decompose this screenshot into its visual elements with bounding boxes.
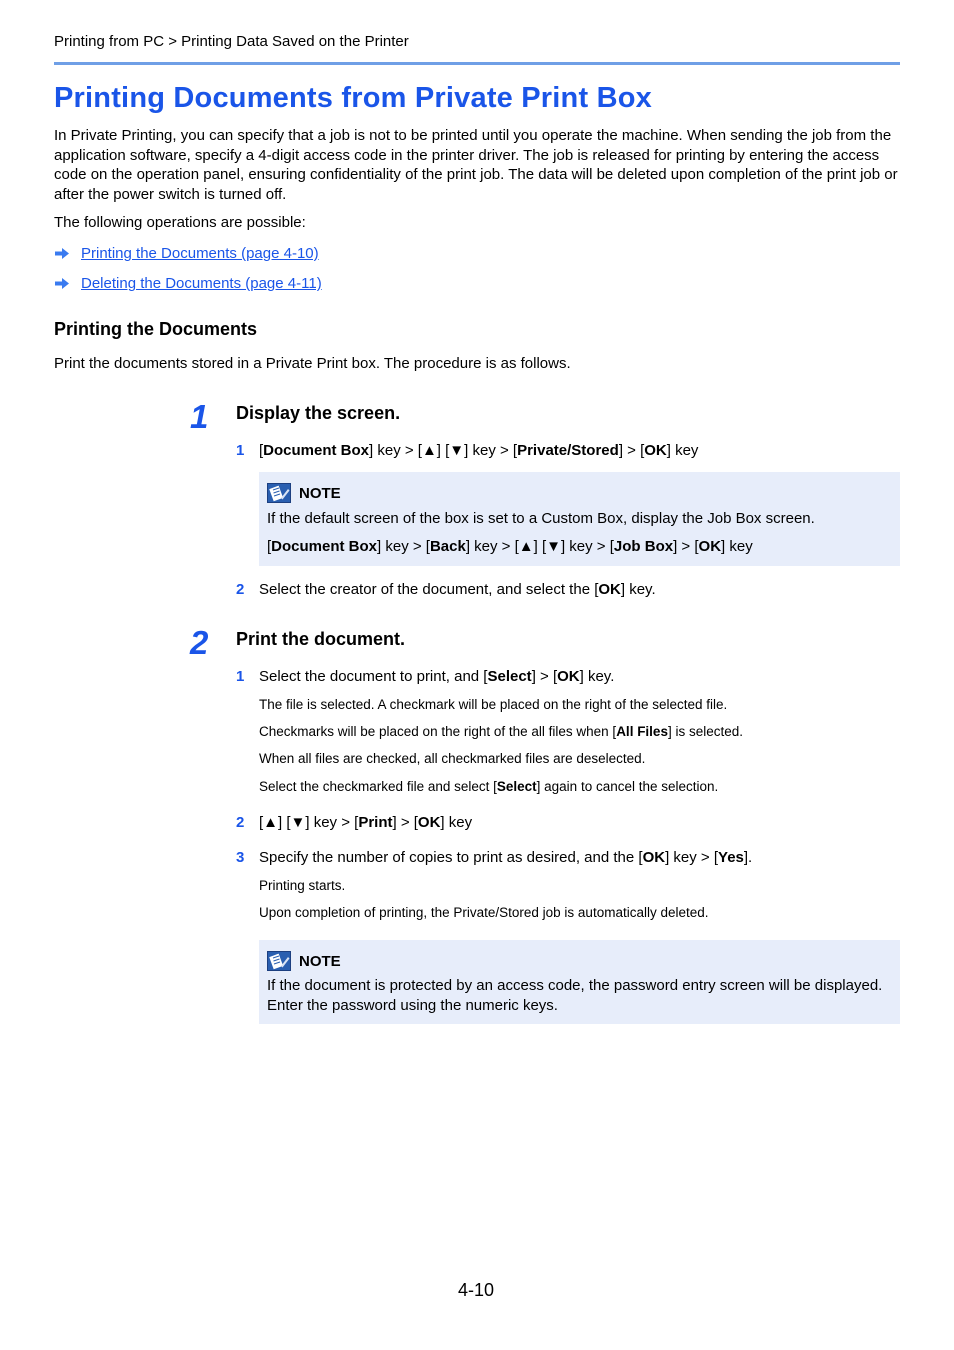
link-row-deleting[interactable]: [54, 275, 322, 292]
key-label: Select: [496, 779, 537, 794]
substep: 2 [▲] [▼] key > [Print] > [OK] key: [236, 814, 473, 831]
substep-detail: Checkmarks will be placed on the right of the all files when [All Files] is selected.: [259, 724, 743, 739]
substep-detail: Select the checkmarked file and select [Select] again to cancel the selection.: [259, 779, 719, 794]
step-number: 1: [190, 398, 209, 435]
note-header: [267, 951, 341, 971]
key-label: Yes: [718, 849, 744, 866]
substep-number: 1: [236, 668, 245, 685]
step-number: 2: [190, 624, 209, 661]
key-label: Print: [358, 814, 393, 831]
arrow-right-icon: [54, 277, 70, 290]
note-icon: [267, 483, 291, 503]
note-key-sequence: [Document Box] key > [Back] key > [▲] [▼] key > [Job Box] > [OK] key: [267, 538, 753, 555]
substep: 3 Specify the number of copies to print as desired, and the [OK] key > [Yes].: [236, 849, 753, 866]
note-label: NOTE: [299, 952, 341, 970]
key-label: OK: [642, 849, 666, 866]
step-title: Display the screen.: [236, 403, 401, 423]
operations-lead: The following operations are possible:: [54, 214, 306, 231]
breadcrumb: Printing from PC > Printing Data Saved on the Printer: [54, 33, 409, 50]
substep-number: 1: [236, 442, 245, 459]
note-box: [259, 472, 900, 566]
key-label: Back: [429, 538, 466, 555]
arrow-right-icon: [54, 247, 70, 260]
note-icon: [267, 951, 291, 971]
note-box: [259, 940, 900, 1024]
key-label: All Files: [616, 724, 668, 739]
note-text: If the document is protected by an access code, the password entry screen will be displayed. Enter the password using the numeric keys.: [267, 977, 883, 1014]
note-label: NOTE: [299, 484, 341, 502]
header-divider: [54, 62, 900, 65]
substep-detail: The file is selected. A checkmark will be placed on the right of the selected file.: [259, 697, 728, 712]
key-label: OK: [417, 814, 441, 831]
substep-number: 3: [236, 849, 245, 866]
page-number: 4-10: [458, 1280, 495, 1300]
substep: 2 Select the creator of the document, and select the [OK] key.: [236, 581, 656, 598]
section-lead: Print the documents stored in a Private Print box. The procedure is as follows.: [54, 355, 571, 372]
step-title: Print the document.: [236, 629, 406, 649]
page-title: Printing Documents from Private Print Box: [54, 82, 652, 114]
key-label: Job Box: [613, 538, 674, 555]
link-deleting-documents[interactable]: Deleting the Documents (page 4-11): [81, 275, 322, 292]
key-label: Select: [487, 668, 532, 685]
key-label: OK: [557, 668, 580, 685]
note-text: If the default screen of the box is set to a Custom Box, display the Job Box screen.: [267, 510, 815, 527]
substep-number: 2: [236, 814, 245, 831]
link-row-printing[interactable]: [54, 245, 319, 262]
key-label: OK: [698, 538, 722, 555]
intro-paragraph: In Private Printing, you can specify that a job is not to be printed until you operate the machine. When sending the job from the application software, specify a 4-digit access code in the printer driver. The job is released for printing by entering the access code on the operation panel, ensuring confidentiality of the print job. The data will be deleted upon completion of the print job or after the power switch is turned off.: [54, 127, 898, 203]
key-label: Private/Stored: [517, 442, 619, 459]
key-label: Document Box: [271, 538, 378, 555]
substep-detail: Printing starts.: [259, 878, 346, 893]
section-heading: Printing the Documents: [54, 319, 258, 339]
key-label: OK: [598, 581, 621, 598]
key-label: Document Box: [263, 442, 370, 459]
substep: 1 Select the document to print, and [Select] > [OK] key.: [236, 668, 615, 685]
substep-number: 2: [236, 581, 245, 598]
substep: 1 [Document Box] key > [▲] [▼] key > [Private/Stored] > [OK] key: [236, 442, 699, 459]
substep-detail: When all files are checked, all checkmarked files are deselected.: [259, 751, 646, 766]
key-label: OK: [644, 442, 667, 459]
substep-detail: Upon completion of printing, the Private/Stored job is automatically deleted.: [259, 905, 709, 920]
note-header: [267, 483, 341, 503]
link-printing-documents[interactable]: Printing the Documents (page 4-10): [81, 245, 319, 262]
